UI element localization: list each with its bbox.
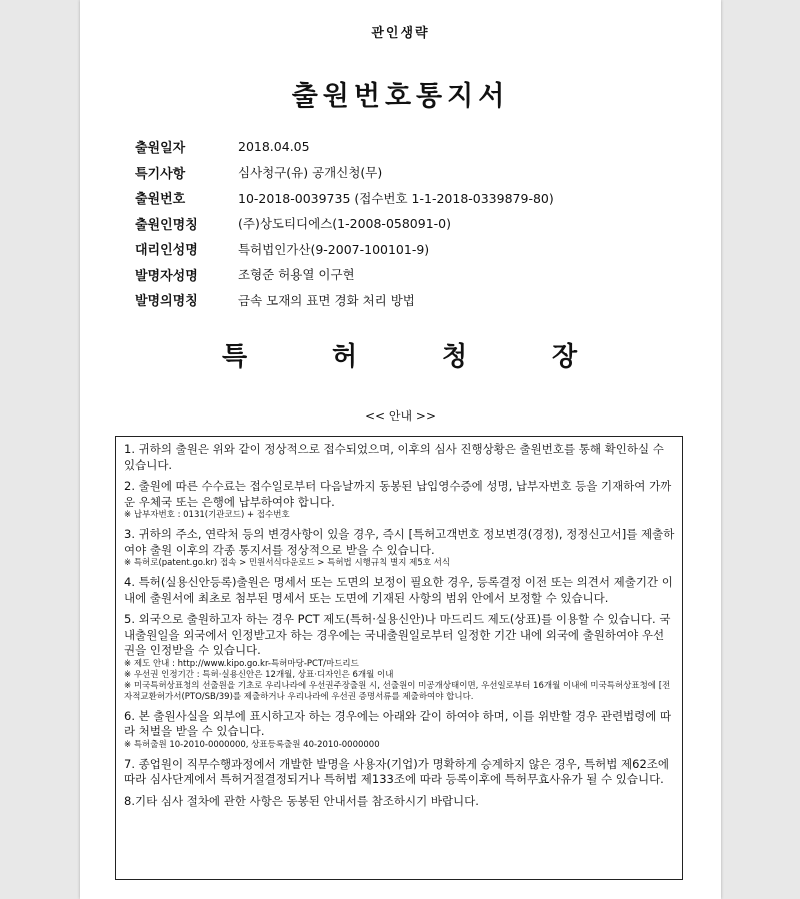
info-row-special-notes [135, 160, 554, 186]
info-value: 조형준 허용열 이구현 [238, 267, 355, 283]
application-info-table [135, 134, 554, 313]
info-label: 특기사항 [135, 166, 186, 182]
notice-text: 2. 출원에 따른 수수료는 접수일로부터 다음날까지 동봉된 납입영수증에 성명, 납부자번호 등을 기재하여 가까운 우체국 또는 은행에 납부하여야 합니다. [124, 479, 672, 509]
info-value: 심사청구(유) 공개신청(무) [238, 165, 383, 181]
info-row-application-number [135, 185, 554, 211]
notice-note: ※ 우선권 인정기간 : 특허·실용신안은 12개월, 상표·디자인은 6개월 이내 [124, 669, 394, 680]
seal-omitted-label: 관인생략 [371, 26, 430, 41]
notice-item [124, 757, 675, 788]
notice-text: 4. 특허(실용신안등록)출원은 명세서 또는 도면의 보정이 필요한 경우, 등록결정 이전 또는 의견서 제출기간 이내에 출원서에 최초로 첨부된 명세서 또는 도면에 기재된 사항의 범위 안에서 보정할 수 있습니다. [124, 575, 673, 605]
info-label: 출원번호 [135, 192, 186, 208]
notice-text: 1. 귀하의 출원은 위와 같이 정상적으로 접수되었으며, 이후의 심사 진행상황은 출원번호를 통해 확인하실 수 있습니다. [124, 442, 664, 472]
notice-note: ※ 미국특허상표청의 선출원을 기초로 우리나라에 우선권주장출원 시, 선출원이 미공개상태이면, 우선일로부터 16개월 이내에 미국특허상표청에 [전자적교환허가서(PTO/SB/39)를 제출하거나 우리나라에 우선권 증명서류를 제출하여야 합니다. [124, 680, 671, 702]
info-row-inventors [135, 262, 554, 288]
commissioner-title-char: 청 [442, 342, 468, 372]
info-row-invention-title [135, 287, 554, 313]
notice-text: 3. 귀하의 주소, 연락처 등의 변경사항이 있을 경우, 즉시 [특허고객번호 정보변경(경정), 정정신고서]를 제출하여야 출원 이후의 각종 통지서를 정상적으로 받을 수 있습니다. [124, 527, 675, 557]
notice-text: 5. 외국으로 출원하고자 하는 경우 PCT 제도(특허·실용신안)나 마드리드 제도(상표)를 이용할 수 있습니다. 국내출원일을 외국에서 인정받고자 하는 경우에는 국내출원일로부터 일정한 기간 내에 외국에 출원하여야 우선권을 인정받을 수 있습니다. [124, 612, 671, 657]
notice-text: 8.기타 심사 절차에 관한 사항은 동봉된 안내서를 참조하시기 바랍니다. [124, 793, 479, 808]
document-page [80, 0, 721, 899]
info-label: 발명자성명 [135, 268, 198, 284]
notice-note: ※ 특허출원 10-2010-0000000, 상표등록출원 40-2010-0000000 [124, 739, 380, 750]
info-value: 2018.04.05 [238, 139, 310, 155]
notice-item [124, 527, 675, 569]
notice-item [124, 479, 675, 521]
notice-item [124, 794, 675, 810]
info-label: 발명의명칭 [135, 294, 198, 310]
notice-item [124, 709, 675, 751]
commissioner-title-char: 장 [552, 342, 578, 372]
info-value: 특허법인가산(9-2007-100101-9) [238, 241, 430, 257]
commissioner-title-char: 허 [332, 342, 358, 372]
info-row-agent [135, 236, 554, 262]
notice-text: 7. 종업원이 직무수행과정에서 개발한 발명을 사용자(기업)가 명확하게 승계하지 않은 경우, 특허법 제62조에 따라 심사단계에서 특허거절결정되거나 특허법 제133조에 따라 등록이후에 특허무효사유가 될 수 있습니다. [124, 756, 670, 786]
guide-label: << 안내 >> [364, 409, 437, 423]
notice-box [115, 436, 683, 880]
info-value: (주)상도티디에스(1-2008-058091-0) [238, 216, 451, 232]
info-label: 대리인성명 [135, 243, 198, 259]
info-value: 금속 모재의 표면 경화 처리 방법 [238, 292, 415, 308]
notice-text: 6. 본 출원사실을 외부에 표시하고자 하는 경우에는 아래와 같이 하여야 하며, 이를 위반할 경우 관련법령에 따라 처벌을 받을 수 있습니다. [124, 708, 672, 738]
info-label: 출원일자 [135, 141, 186, 157]
notice-note: ※ 특허로(patent.go.kr) 접속 > 민원서식다운로드 > 특허법 시행규칙 별지 제5호 서식 [124, 558, 451, 568]
info-label: 출원인명칭 [135, 217, 198, 233]
notice-item [124, 442, 675, 473]
notice-note: ※ 제도 안내 : http://www.kipo.go.kr-특허마당-PCT/마드리드 [124, 658, 359, 669]
notice-item [124, 612, 675, 703]
info-row-filing-date [135, 134, 554, 160]
notice-item [124, 575, 675, 606]
info-value: 10-2018-0039735 (접수번호 1-1-2018-0339879-80) [238, 190, 554, 206]
document-title: 출원번호통지서 [291, 81, 510, 112]
info-row-applicant [135, 211, 554, 237]
notice-note: ※ 납부자번호 : 0131(기관코드) + 접수번호 [124, 510, 290, 520]
commissioner-title-char: 특 [222, 342, 248, 372]
